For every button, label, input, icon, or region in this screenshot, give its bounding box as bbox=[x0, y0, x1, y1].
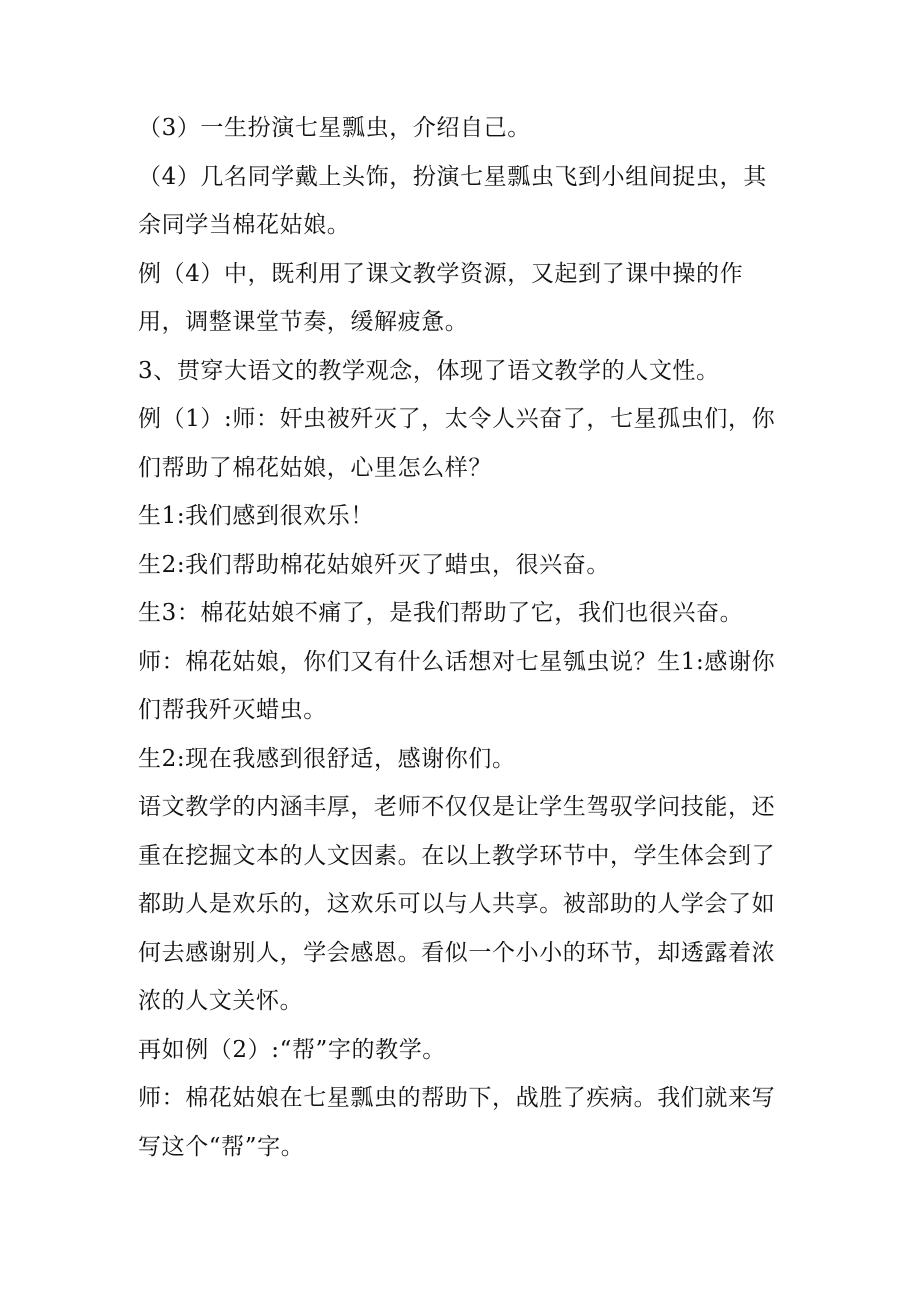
paragraph-student-2: 生2:我们帮助棉花姑娘歼灭了蜡虫，很兴奋。 bbox=[138, 551, 610, 578]
paragraph-student-2-reply: 生2:现在我感到很舒适，感谢你们。 bbox=[138, 745, 516, 772]
document-body bbox=[138, 104, 788, 1171]
paragraph-section-3-heading: 3、贯穿大语文的教学观念，体现了语文教学的人文性。 bbox=[138, 357, 720, 384]
paragraph-teacher-writing: 师：棉花姑娘在七星瓢虫的帮助下，战胜了疾病。我们就来写写这个“帮”字。 bbox=[138, 1085, 776, 1160]
paragraph-example-2-heading: 再如例（2）:“帮”字的教学。 bbox=[138, 1036, 446, 1063]
paragraph-student-3-dialogue: 生3：棉花姑娘不痛了，是我们帮助了它，我们也很兴奋。师：棉花姑娘，你们又有什么话想对七星瓠虫说？生1:感谢你们帮我歼灭蜡虫。 bbox=[138, 600, 776, 723]
paragraph-example-1-teacher: 例（1）:师：奸虫被歼灭了，太令人兴奋了，七星孤虫们，你们帮助了棉花姑娘，心里怎么样？ bbox=[138, 406, 776, 481]
paragraph-example-4-commentary: 例（4）中，既利用了课文教学资源，又起到了课中操的作用，调整课堂节奏，缓解疲惫。 bbox=[138, 260, 744, 335]
paragraph-humanistic-commentary: 语文教学的内涵丰厚，老师不仅仅是让学生驾驭学问技能，还重在挖掘文本的人文因素。在以上教学环节中，学生体会到了都助人是欢乐的，这欢乐可以与人共享。被部助的人学会了如何去感谢别人，学会感恩。看似一个小小的环节，却透露着浓浓的人文关怀。 bbox=[138, 794, 776, 1014]
paragraph-student-1: 生1:我们感到很欢乐！ bbox=[138, 503, 374, 529]
paragraph-activity-4: （4）几名同学戴上头饰，扮演七星瓢虫飞到小组间捉虫，其余同学当棉花姑娘。 bbox=[138, 163, 767, 238]
paragraph-activity-3: （3）一生扮演七星瓢虫，介绍自己。 bbox=[138, 115, 531, 141]
